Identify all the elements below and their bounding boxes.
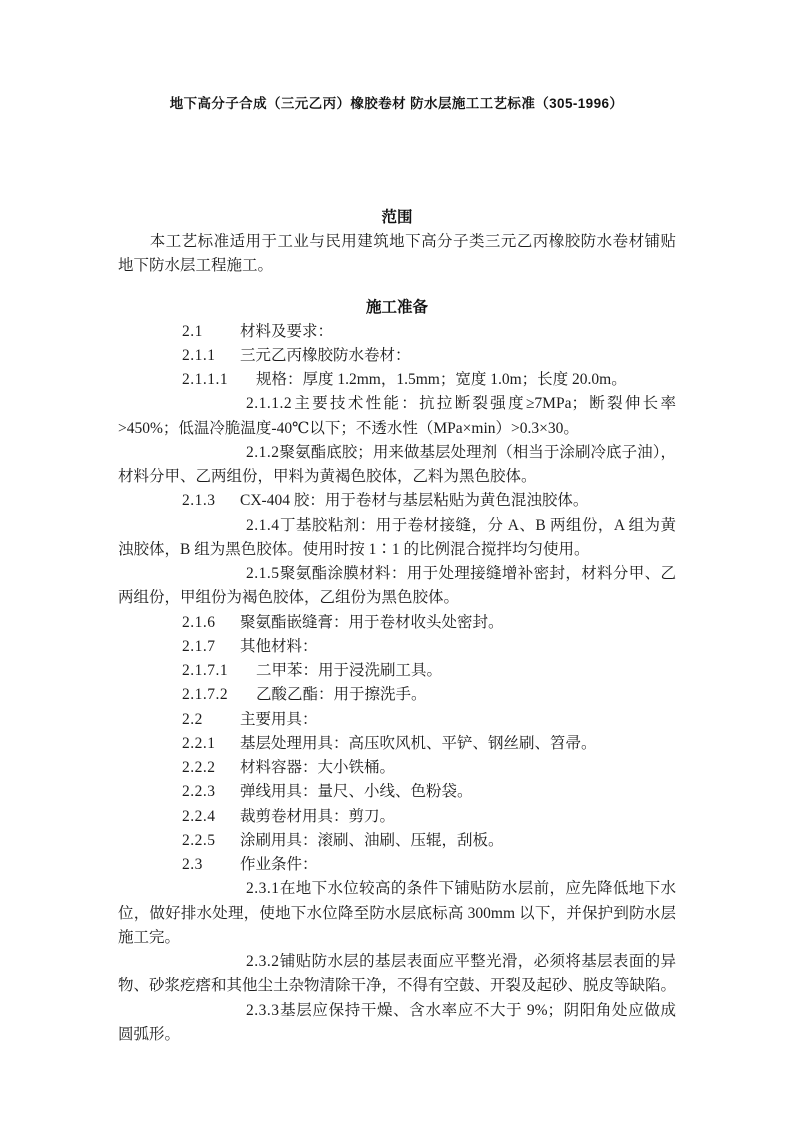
- clause-text: 三元乙丙橡胶防水卷材：: [240, 346, 411, 364]
- clause-2-1-1-1: [118, 368, 676, 392]
- clause-number: 2.1.2: [246, 443, 280, 461]
- clause-2-3-3: [118, 999, 676, 1048]
- clause-2-1-3: [118, 489, 676, 513]
- clause-text: 在地下水位较高的条件下铺贴防水层前，应先降低地下水位，做好排水处理，使地下水位降至防水层底标高 300mm 以下，并保护到防水层施工完。: [118, 880, 676, 946]
- clause-number: 2.2.3: [182, 783, 216, 801]
- clause-2-1-7: [118, 635, 676, 659]
- clause-text: 聚氨酯嵌缝膏：用于卷材收头处密封。: [240, 613, 504, 631]
- clause-text: 基层应保持干燥、含水率应不大于 9%；阴阳角处应做成圆弧形。: [118, 1001, 676, 1043]
- clause-text: 聚氨酯底胶；用来做基层处理剂（相当于涂刷冷底子油），材料分甲、乙两组份，甲料为黄褐色胶体，乙料为黑色胶体。: [118, 443, 676, 486]
- clause-number: 2.2: [182, 710, 203, 728]
- document-body: [118, 206, 676, 1047]
- clause-2-2-2: [118, 756, 676, 780]
- clause-number: 2.1.1.1: [182, 371, 229, 389]
- clause-number: 2.3.3: [246, 1001, 280, 1019]
- clause-number: 2.3.1: [246, 880, 280, 898]
- clause-number: 2.1.7.1: [182, 662, 229, 680]
- clause-text: 其他材料：: [240, 637, 318, 655]
- clause-number: 2.1.7.2: [182, 686, 229, 704]
- clause-2-3: [118, 853, 676, 877]
- clause-number: 2.1.5: [246, 565, 280, 583]
- clause-number: 2.1.4: [246, 516, 280, 534]
- clause-2-1-7-2: [118, 683, 676, 707]
- clause-text: 裁剪卷材用具：剪刀。: [240, 807, 396, 825]
- document-title: 地下高分子合成（三元乙丙）橡胶卷材 防水层施工工艺标准（305-1996）: [169, 96, 624, 111]
- clause-text: 聚氨酯涂膜材料：用于处理接缝增补密封，材料分甲、乙两组份，甲组份为褐色胶体，乙组份为黑色胶体。: [118, 565, 676, 607]
- clause-text: 材料及要求：: [240, 322, 334, 340]
- clause-text: 弹线用具：量尺、小线、色粉袋。: [240, 783, 473, 801]
- clause-2-1-1: [118, 344, 676, 368]
- clause-number: 2.2.4: [182, 807, 216, 825]
- clause-number: 2.1.1.2: [246, 395, 293, 413]
- clause-number: 2.1.3: [182, 492, 216, 510]
- clause-text: 主要技术性能：抗拉断裂强度≥7MPa；断裂伸长率>450%；低温冷脆温度-40℃以下；不透水性（MPa×min）>0.3×30。: [118, 395, 676, 437]
- clause-2-2: [118, 708, 676, 732]
- clause-text: 涂刷用具：滚刷、油刷、压辊，刮板。: [240, 831, 504, 849]
- clause-2-2-4: [118, 805, 676, 829]
- clause-number: 2.2.2: [182, 759, 216, 777]
- clause-number: 2.2.5: [182, 831, 216, 849]
- clause-text: 作业条件：: [240, 856, 318, 874]
- clause-number: 2.3: [182, 856, 203, 874]
- clause-number: 2.3.2: [246, 953, 280, 971]
- clause-2-1-6: [118, 611, 676, 635]
- section-heading-scope: 范围: [381, 209, 413, 226]
- clause-2-2-5: [118, 829, 676, 853]
- clause-2-2-1: [118, 732, 676, 756]
- clause-2-1: [118, 320, 676, 344]
- clause-text: 乙酸乙酯：用于擦洗手。: [256, 686, 427, 704]
- clause-2-2-3: [118, 780, 676, 804]
- clause-2-1-1-2: [118, 392, 676, 441]
- clause-text: 材料容器：大小铁桶。: [240, 759, 396, 777]
- clause-2-1-5: [118, 562, 676, 611]
- clause-2-3-2: [118, 950, 676, 999]
- clause-2-3-1: [118, 877, 676, 950]
- clause-text: 主要用具：: [240, 710, 318, 728]
- clause-text: CX-404 胶：用于卷材与基层粘贴为黄色混浊胶体。: [240, 492, 589, 510]
- clause-text: 二甲苯：用于浸洗刷工具。: [256, 662, 443, 680]
- clause-text: 铺贴防水层的基层表面应平整光滑，必须将基层表面的异物、砂浆疙瘩和其他尘土杂物清除干净，不得有空鼓、开裂及起砂、脱皮等缺陷。: [118, 953, 677, 995]
- clause-2-1-7-1: [118, 659, 676, 683]
- clause-number: 2.1.6: [182, 613, 216, 631]
- clause-number: 2.1: [182, 322, 203, 340]
- clause-2-1-4: [118, 514, 676, 563]
- clause-number: 2.1.7: [182, 637, 216, 655]
- clause-text: 丁基胶粘剂：用于卷材接缝，分 A、B 两组份，A 组为黄浊胶体，B 组为黑色胶体。使用时按 1∶1 的比例混合搅拌均匀使用。: [118, 516, 676, 558]
- clause-2-1-2: [118, 441, 676, 490]
- clause-number: 2.1.1: [182, 346, 216, 364]
- clause-text: 基层处理用具：高压吹风机、平铲、钢丝刷、笤帚。: [240, 734, 597, 752]
- section-heading-preparation: 施工准备: [365, 298, 428, 316]
- scope-paragraph: 本工艺标准适用于工业与民用建筑地下高分子类三元乙丙橡胶防水卷材铺贴地下防水层工程施工。: [118, 233, 676, 275]
- clause-number: 2.2.1: [182, 734, 216, 752]
- clause-text: 规格：厚度 1.2mm，1.5mm；宽度 1.0m；长度 20.0m。: [256, 371, 627, 389]
